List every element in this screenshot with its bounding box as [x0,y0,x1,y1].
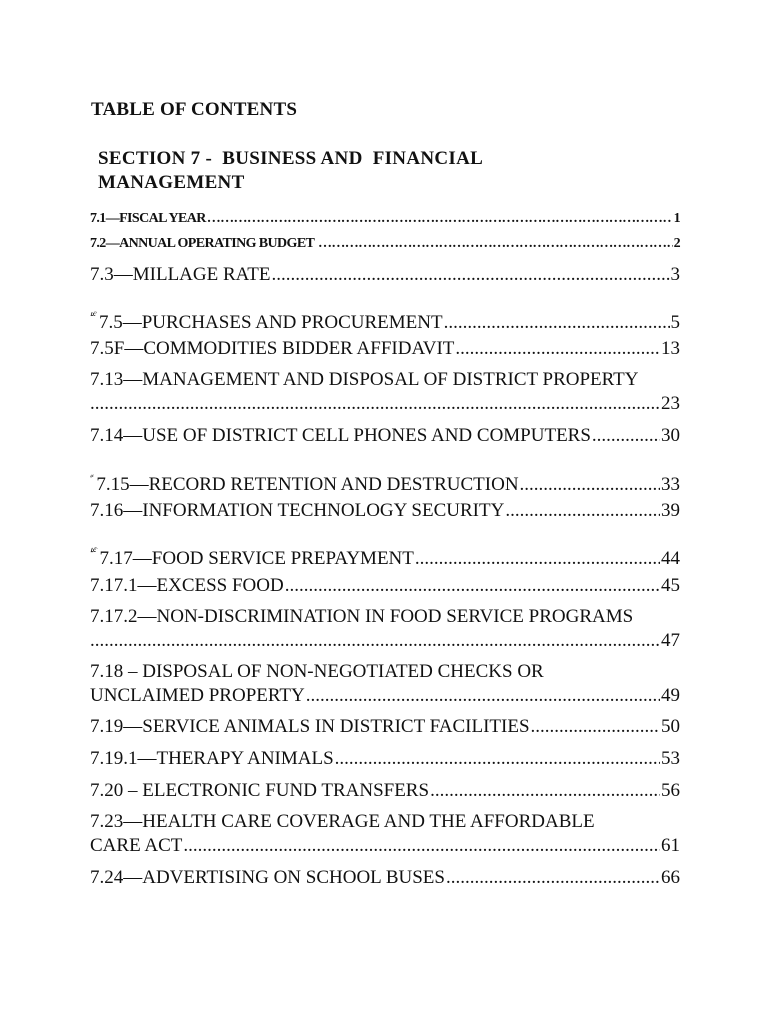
toc-entry-title: 7.19.1—THERAPY ANIMALS [90,748,334,769]
toc-entry[interactable] [90,810,680,858]
toc-entry-title: 7.24—ADVERTISING ON SCHOOL BUSES [90,867,445,888]
toc-entry[interactable] [90,337,680,361]
toc-entry-page: 50 [661,716,680,737]
toc-entry-page: 3 [670,264,680,285]
toc-entry-page: 61 [661,835,680,856]
dot-leader [592,424,660,448]
dot-leader [455,337,660,361]
toc-entry-title: 7.3—MILLAGE RATE [90,264,271,285]
dot-leader [90,629,660,653]
dot-leader [183,834,660,858]
toc-entry[interactable] [90,866,680,890]
toc-entry[interactable] [90,660,680,708]
toc-entry-page: 56 [661,780,680,801]
toc-entry[interactable] [90,715,680,739]
section-heading [98,147,558,195]
toc-entry[interactable] [90,779,680,803]
toc-entry[interactable] [90,499,680,523]
section-heading-line1: SECTION 7 - BUSINESS AND FINANCIAL [98,148,484,169]
toc-entry-page: 30 [661,425,680,446]
toc-entry-page: 66 [661,867,680,888]
toc-entry-title: 7.15—RECORD RETENTION AND DESTRUCTION [96,474,519,495]
toc-entry-title: 7.5F—COMMODITIES BIDDER AFFIDAVIT [90,338,455,359]
dot-leader [271,263,669,287]
dot-leader [444,311,670,335]
toc-entry[interactable] [90,605,680,653]
toc-entry-title: 7.2—ANNUAL OPERATING BUDGET [90,236,317,251]
toc-entry-title: 7.17.2—NON-DISCRIMINATION IN FOOD SERVICE PROGRAMS [90,606,634,627]
lc-logo-icon [90,462,94,490]
toc-entry-page: 39 [661,500,680,521]
toc-entry-title-line1: 7.18 – DISPOSAL OF NON-NEGOTIATED CHECKS OR [90,661,544,682]
toc-entry[interactable] [90,574,680,598]
page-title: TABLE OF CONTENTS [91,99,298,120]
toc-entry-title: 7.13—MANAGEMENT AND DISPOSAL OF DISTRICT PROPERTY [90,369,639,390]
dot-leader [207,207,673,231]
toc-entry-title: 7.16—INFORMATION TECHNOLOGY SECURITY [90,500,505,521]
toc-entry-title: 7.17.1—EXCESS FOOD [90,575,284,596]
toc-entry-page: 5 [670,312,680,333]
toc-entry[interactable] [90,424,680,448]
toc-entry[interactable] [90,263,680,287]
dot-leader [505,499,660,523]
toc-entry[interactable] [90,207,680,231]
dot-leader [318,232,673,256]
toc-entry[interactable] [90,232,680,256]
toc-entry-page: 33 [661,474,680,495]
toc-entry[interactable] [90,462,680,497]
toc-entry-page: 53 [661,748,680,769]
dot-leader [446,866,660,890]
toc-entry-title: 7.5—PURCHASES AND PROCUREMENT [98,312,443,333]
dot-leader [520,473,660,497]
lc-logo-icon [90,300,97,328]
section-heading-line2: MANAGEMENT [98,172,245,193]
dot-leader [285,574,660,598]
toc-entry-title: 7.1—FISCAL YEAR [90,211,206,226]
toc-entry-page: 1 [673,211,680,226]
toc-entry-title: CARE ACT [90,835,183,856]
toc-entry-page: 13 [661,338,680,359]
toc-entry[interactable] [90,368,680,416]
dot-leader [90,392,660,416]
toc-entry-title: 7.14—USE OF DISTRICT CELL PHONES AND COMPUTERS [90,425,591,446]
toc-entry-title: 7.20 – ELECTRONIC FUND TRANSFERS [90,780,430,801]
toc-entry-title: UNCLAIMED PROPERTY [90,685,305,706]
toc-entry-page: 49 [661,685,680,706]
toc-entry-page: 45 [661,575,680,596]
lc-logo-icon [90,536,98,564]
toc-entry-page: 44 [661,548,680,569]
dot-leader [531,715,660,739]
dot-leader [415,547,660,571]
toc-entry-page: 2 [673,236,680,251]
dot-leader [335,747,660,771]
dot-leader [306,684,660,708]
toc-entry-page: 47 [661,630,680,651]
dot-leader [430,779,660,803]
toc-entry[interactable] [90,536,680,571]
toc-entry-title: 7.17—FOOD SERVICE PREPAYMENT [99,548,414,569]
toc-entry-title-line1: 7.23—HEALTH CARE COVERAGE AND THE AFFORDABLE [90,811,595,832]
toc-entry-page: 23 [661,393,680,414]
toc-entry[interactable] [90,747,680,771]
toc-entry[interactable] [90,300,680,335]
toc-entry-title: 7.19—SERVICE ANIMALS IN DISTRICT FACILITIES [90,716,530,737]
